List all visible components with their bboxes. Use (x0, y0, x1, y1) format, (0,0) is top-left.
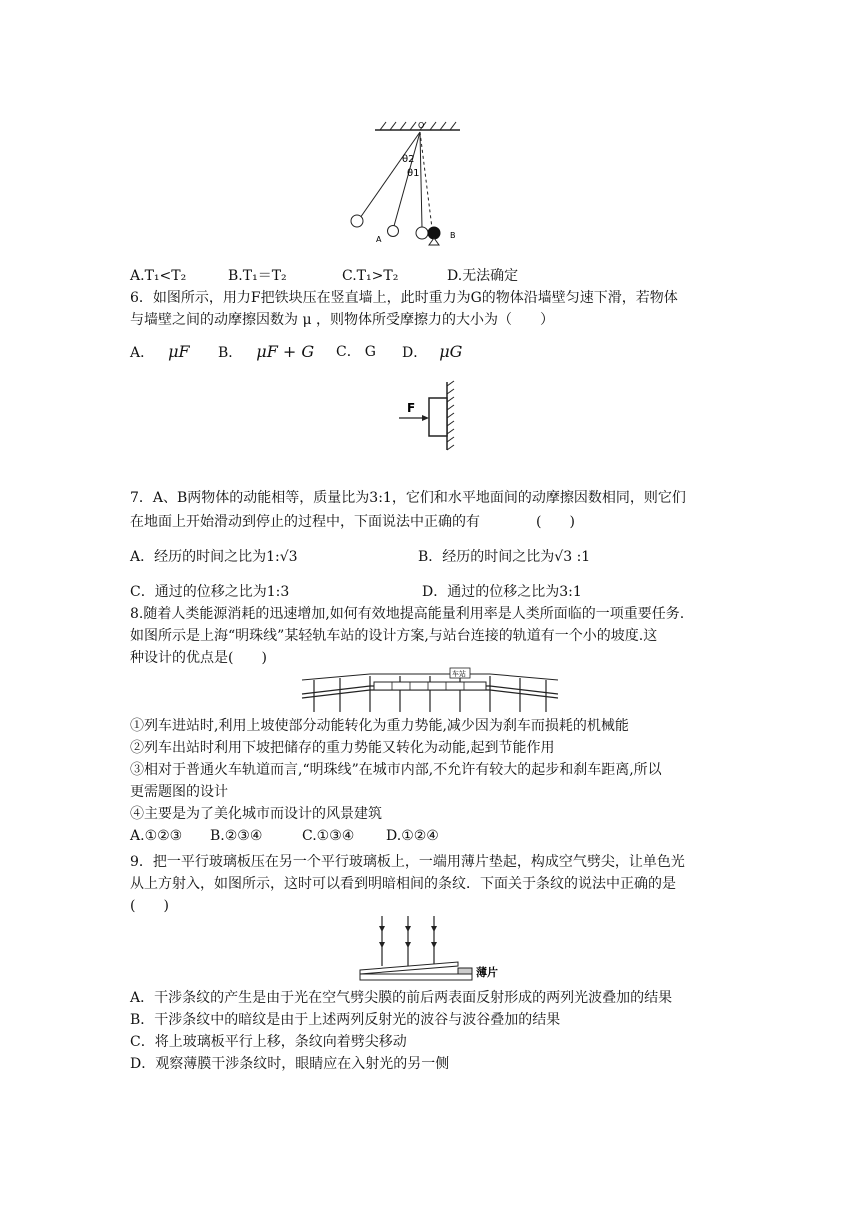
q5-option-c: C.T₁>T₂ (342, 268, 399, 284)
q8-statement-3-cont: 更需题图的设计 (130, 784, 228, 800)
q6-stem-line1: 6．如图所示，用力F把铁块压在竖直墙上，此时重力为G的物体沿墙壁匀速下滑，若物体 (130, 290, 678, 306)
q8-statement-2: ②列车出站时利用下坡把储存的重力势能又转化为动能,起到节能作用 (130, 740, 555, 756)
q7-stem-line1: 7．A、B两物体的动能相等，质量比为3:1，它们和水平地面间的动摩擦因数相同，则它们 (130, 490, 686, 506)
station-figure (300, 666, 560, 714)
q8-option-d: D.①②④ (386, 828, 439, 844)
q7-option-d: D．通过的位移之比为3:1 (422, 584, 582, 600)
theta1-label: θ1 (407, 168, 420, 179)
ball-a-label: A (376, 235, 382, 244)
q6-option-b: B． μF + G (218, 342, 315, 361)
q7-option-b: B．经历的时间之比为√3 :1 (418, 549, 591, 565)
q7-stem-line2: 在地面上开始滑动到停止的过程中，下面说法中正确的有 ( ) (130, 514, 575, 530)
q5-option-d: D.无法确定 (447, 268, 519, 284)
q8-stem-line3: 种设计的优点是( ) (130, 650, 267, 666)
q6-option-a: A． μF (130, 342, 190, 361)
q8-stem-line1: 8.随着人类能源消耗的迅速增加,如何有效地提高能量利用率是人类所面临的一项重要任务. (130, 606, 685, 622)
air-wedge-figure (358, 912, 518, 984)
q6-option-d: D． μG (402, 342, 463, 361)
q8-option-c: C.①③④ (302, 828, 355, 844)
q9-stem-line2: 从上方射入，如图所示，这时可以看到明暗相间的条纹．下面关于条纹的说法中正确的是 (130, 876, 676, 892)
q9-option-b: B．干涉条纹中的暗纹是由于上述两列反射光的波谷与波谷叠加的结果 (130, 1012, 561, 1028)
q9-option-d: D．观察薄膜干涉条纹时，眼睛应在入射光的另一侧 (130, 1056, 450, 1072)
ball-b-label: B (450, 231, 456, 240)
q9-stem-line3: ( ) (130, 898, 169, 914)
q8-option-a: A.①②③ (130, 828, 183, 844)
theta2-label: θ2 (402, 154, 415, 165)
q5-option-b: B.T₁＝T₂ (228, 268, 287, 284)
q8-statement-3: ③相对于普通火车轨道而言,“明珠线”在城市内部,不允许有较大的起步和刹车距离,所以 (130, 762, 662, 778)
force-f-label: F (407, 401, 416, 415)
q7-option-c: C．通过的位移之比为1:3 (130, 584, 290, 600)
q5-option-a: A.T₁<T₂ (130, 268, 187, 284)
q8-statement-1: ①列车进站时,利用上坡使部分动能转化为重力势能,减少因为刹车而损耗的机械能 (130, 718, 629, 734)
q6-option-c: C． G (336, 344, 376, 360)
pivot-label: O (418, 121, 425, 130)
block-wall-figure (395, 380, 465, 452)
q9-option-c: C．将上玻璃板平行上移，条纹向着劈尖移动 (130, 1034, 407, 1050)
q6-stem-line2: 与墙壁之间的动摩擦因数为 μ ，则物体所受摩擦力的大小为（ ） (130, 312, 554, 328)
pendulum-figure (330, 120, 470, 250)
q8-statement-4: ④主要是为了美化城市而设计的风景建筑 (130, 806, 382, 822)
q8-option-b: B.②③④ (210, 828, 263, 844)
q9-stem-line1: 9．把一平行玻璃板压在另一个平行玻璃板上，一端用薄片垫起，构成空气劈尖，让单色光 (130, 854, 685, 870)
q8-stem-line2: 如图所示是上海“明珠线”某轻轨车站的设计方案,与站台连接的轨道有一个小的坡度.这 (130, 628, 658, 644)
thin-sheet-label: 薄片 (476, 966, 498, 979)
q9-option-a: A．干涉条纹的产生是由于光在空气劈尖膜的前后两表面反射形成的两列光波叠加的结果 (130, 990, 673, 1006)
station-sign-label: 车站 (452, 670, 466, 678)
q7-option-a: A．经历的时间之比为1:√3 (130, 549, 298, 565)
